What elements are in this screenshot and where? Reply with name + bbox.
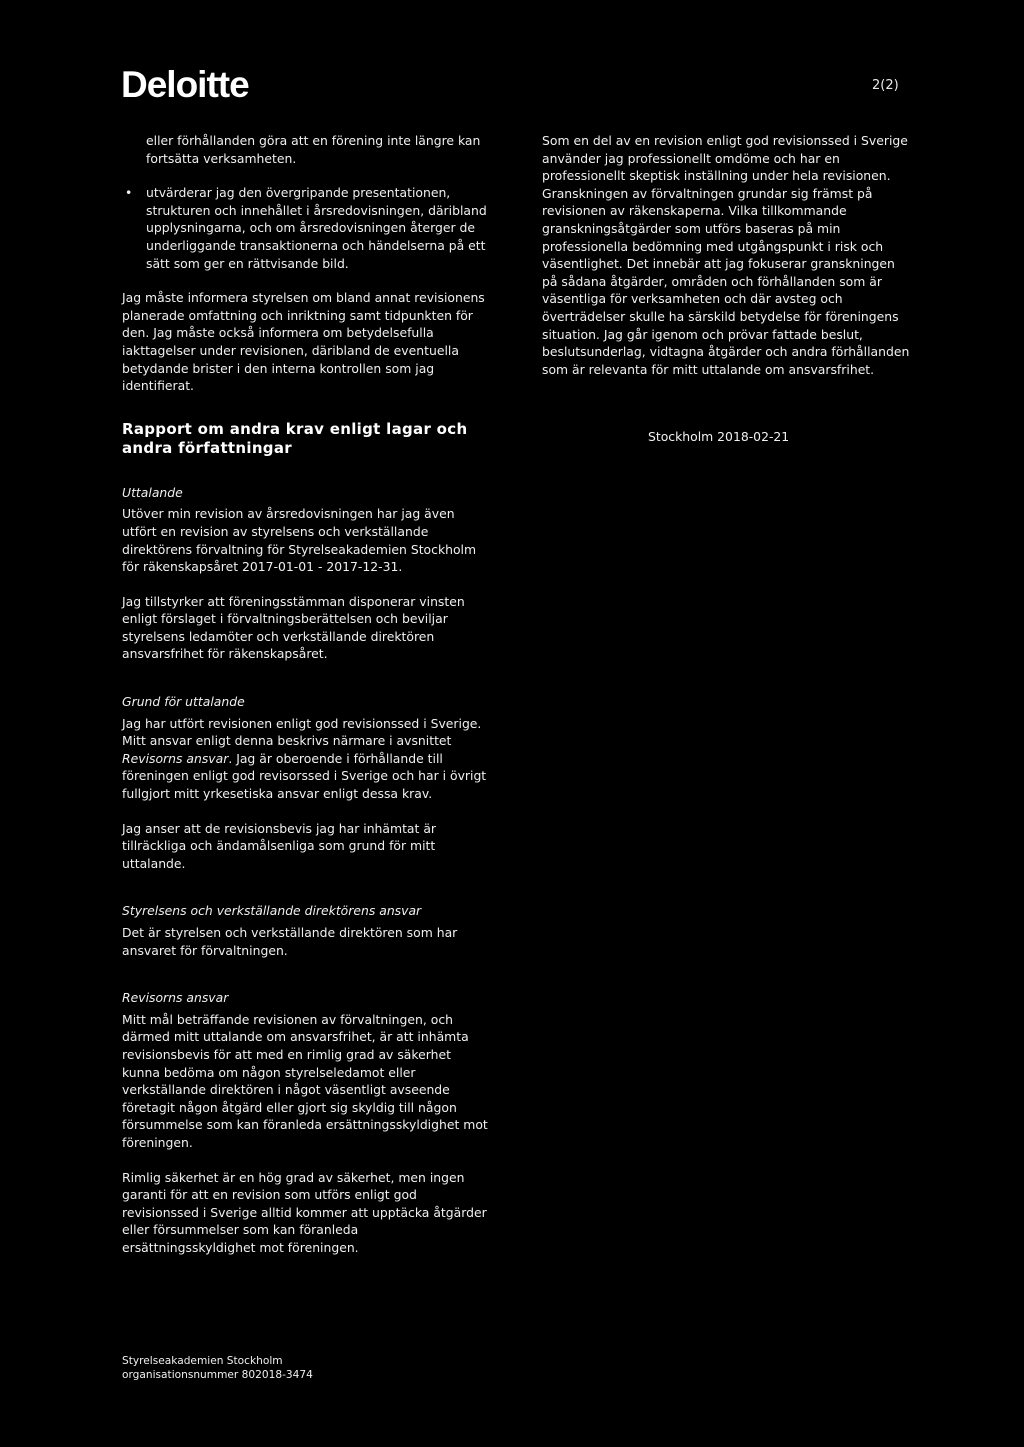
- bullet-item: [122, 184, 492, 272]
- uttalande-paragraph-2: Jag tillstyrker att föreningsstämman disponerar vinsten enligt förslaget i förvaltningsberättelsen och beviljar styrelsens ledamöter och verkställande direktören ansvarsfrihet för räkenskapsåret.: [122, 593, 465, 662]
- page-number: 2(2): [872, 78, 899, 93]
- right-column: [542, 132, 912, 378]
- bullet-icon: •: [125, 185, 133, 201]
- section-heading: Rapport om andra krav enligt lagar och andra författningar: [122, 419, 468, 457]
- revisorns-paragraph-1: Mitt mål beträffande revisionen av förvaltningen, och därmed mitt uttalande om ansvarsfrihet, är att inhämta revisionsbevis för att med en rimlig grad av säkerhet kunna bedöma om någon styrelseledamot eller verkställande direktören i något väsentligt avseende företagit någon åtgärd eller gjort sig skyldig till någon försummelse som kan föranleda ersättningsskyldighet mot föreningen.: [122, 1011, 488, 1150]
- uttalande-paragraph-1: Utöver min revision av årsredovisningen har jag även utfört en revision av styrelsens och verkställande direktörens förvaltning för Styrelseakademien Stockholm för räkenskapsåret 2017-01-01 - 2017-12-31.: [122, 506, 477, 575]
- uttalande-heading: Uttalande: [122, 484, 183, 500]
- continuation-text: eller förhållanden göra att en förening inte längre kan fortsätta verksamheten.: [146, 133, 481, 166]
- bullet-text: utvärderar jag den övergripande presentationen, strukturen och innehållet i årsredovisningen, däribland upplysningarna, och om årsredovisningen återger de underliggande transaktionerna och händelserna på ett sätt som ger en rättvisande bild.: [146, 185, 487, 271]
- deloitte-logo: Deloitte: [121, 64, 249, 105]
- grund-p1-after: . Jag är oberoende i förhållande till föreningen enligt god revisorssed i Sverige och har i övrigt fullgjort mitt yrkesetiska ansvar enligt dessa krav.: [122, 750, 487, 802]
- grund-paragraph-2: Jag anser att de revisionsbevis jag har inhämtat är tillräckliga och ändamålsenliga som grund för mitt uttalande.: [122, 820, 437, 871]
- inform-paragraph: Jag måste informera styrelsen om bland annat revisionens planerade omfattning och inriktning samt tidpunkten för den. Jag måste också informera om betydelsefulla iakttagelser under revisionen, däribland de eventuella betydande brister i den interna kontrollen som jag identifierat.: [122, 290, 485, 394]
- footer-org-number: organisationsnummer 802018-3474: [122, 1369, 313, 1381]
- revisorns-heading: Revisorns ansvar: [122, 990, 229, 1006]
- left-column: [122, 132, 492, 1257]
- grund-paragraph-1: [122, 715, 492, 803]
- right-paragraph: Som en del av en revision enligt god revisionssed i Sverige använder jag professionellt omdöme och har en professionellt skeptisk inställning under hela revisionen. Granskningen av förvaltningen grundar sig främst på revisionen av räkenskaperna. Vilka tillkommande granskningsåtgärder som utförs baseras på min professionella bedömning med utgångspunkt i risk och väsentlighet. Det innebär att jag fokuserar granskningen på sådana åtgärder, områden och förhållanden som är väsentliga för verksamheten och där avsteg och överträdelser skulle ha särskild betydelse för föreningens situation. Jag går igenom och prövar fattade beslut, beslutsunderlag, vidtagna åtgärder och andra förhållanden som är relevanta för mitt uttalande om ansvarsfrihet.: [542, 133, 910, 377]
- styrelsens-heading: Styrelsens och verkställande direktörens ansvar: [122, 903, 422, 919]
- footer: [122, 1354, 313, 1382]
- grund-heading: Grund för uttalande: [122, 694, 245, 710]
- styrelsens-paragraph: Det är styrelsen och verkställande direktören som har ansvaret för förvaltningen.: [122, 925, 458, 958]
- revisorns-paragraph-2: Rimlig säkerhet är en hög grad av säkerhet, men ingen garanti för att en revision som utförs enligt god revisionssed i Sverige alltid kommer att upptäcka åtgärder eller försummelser som kan föranleda ersättningsskyldighet mot föreningen.: [122, 1169, 487, 1255]
- footer-org-name: Styrelseakademien Stockholm: [122, 1355, 283, 1367]
- grund-p1-italic: Revisorns ansvar: [122, 750, 229, 766]
- grund-p1-before: Jag har utfört revisionen enligt god revisionssed i Sverige. Mitt ansvar enligt denna beskrivs närmare i avsnittet: [122, 715, 482, 749]
- signoff-place-date: Stockholm 2018-02-21: [648, 429, 790, 441]
